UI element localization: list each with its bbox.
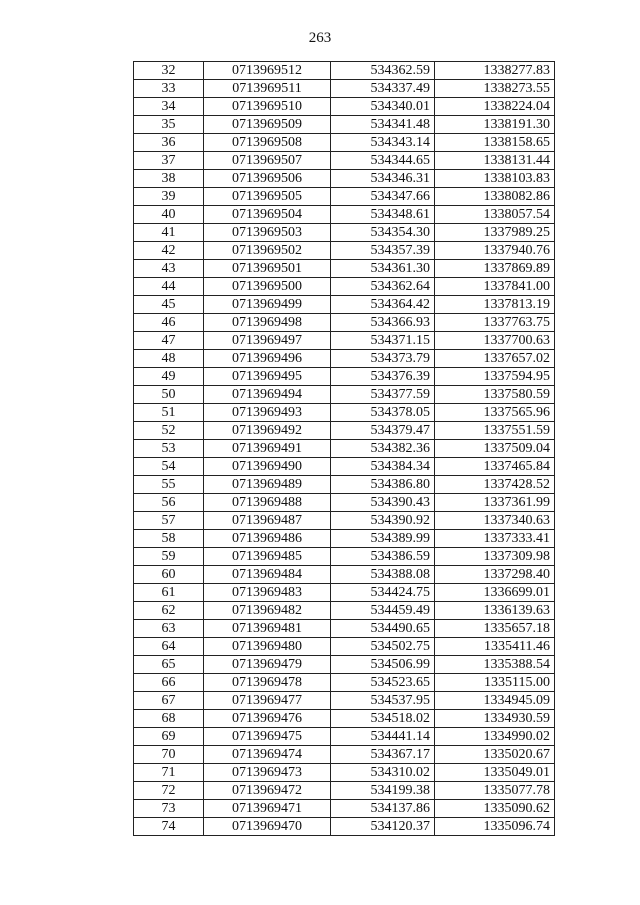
table-row xyxy=(134,350,555,368)
y-coordinate: 1337940.76 xyxy=(435,242,555,260)
x-coordinate: 534340.01 xyxy=(331,98,435,116)
row-number: 60 xyxy=(134,566,204,584)
y-coordinate: 1335090.62 xyxy=(435,800,555,818)
table-row xyxy=(134,296,555,314)
x-coordinate: 534377.59 xyxy=(331,386,435,404)
x-coordinate: 534354.30 xyxy=(331,224,435,242)
row-number: 59 xyxy=(134,548,204,566)
y-coordinate: 1337763.75 xyxy=(435,314,555,332)
table-row xyxy=(134,800,555,818)
point-code: 0713969509 xyxy=(204,116,331,134)
table-row xyxy=(134,368,555,386)
table-row xyxy=(134,134,555,152)
y-coordinate: 1338103.83 xyxy=(435,170,555,188)
x-coordinate: 534344.65 xyxy=(331,152,435,170)
point-code: 0713969493 xyxy=(204,404,331,422)
table-row xyxy=(134,602,555,620)
x-coordinate: 534390.43 xyxy=(331,494,435,512)
table-row xyxy=(134,764,555,782)
y-coordinate: 1337309.98 xyxy=(435,548,555,566)
x-coordinate: 534537.95 xyxy=(331,692,435,710)
x-coordinate: 534346.31 xyxy=(331,170,435,188)
y-coordinate: 1337551.59 xyxy=(435,422,555,440)
point-code: 0713969488 xyxy=(204,494,331,512)
x-coordinate: 534459.49 xyxy=(331,602,435,620)
x-coordinate: 534389.99 xyxy=(331,530,435,548)
row-number: 47 xyxy=(134,332,204,350)
table-row xyxy=(134,584,555,602)
row-number: 73 xyxy=(134,800,204,818)
row-number: 50 xyxy=(134,386,204,404)
x-coordinate: 534362.59 xyxy=(331,62,435,80)
point-code: 0713969489 xyxy=(204,476,331,494)
x-coordinate: 534390.92 xyxy=(331,512,435,530)
table-row xyxy=(134,638,555,656)
y-coordinate: 1335096.74 xyxy=(435,818,555,836)
row-number: 72 xyxy=(134,782,204,800)
table-row xyxy=(134,116,555,134)
y-coordinate: 1337340.63 xyxy=(435,512,555,530)
x-coordinate: 534384.34 xyxy=(331,458,435,476)
y-coordinate: 1338131.44 xyxy=(435,152,555,170)
row-number: 40 xyxy=(134,206,204,224)
point-code: 0713969486 xyxy=(204,530,331,548)
y-coordinate: 1337841.00 xyxy=(435,278,555,296)
x-coordinate: 534137.86 xyxy=(331,800,435,818)
row-number: 58 xyxy=(134,530,204,548)
row-number: 32 xyxy=(134,62,204,80)
y-coordinate: 1337813.19 xyxy=(435,296,555,314)
table-row xyxy=(134,206,555,224)
y-coordinate: 1335049.01 xyxy=(435,764,555,782)
y-coordinate: 1338158.65 xyxy=(435,134,555,152)
page-number: 263 xyxy=(308,30,332,46)
row-number: 46 xyxy=(134,314,204,332)
y-coordinate: 1337298.40 xyxy=(435,566,555,584)
y-coordinate: 1336139.63 xyxy=(435,602,555,620)
table-row xyxy=(134,278,555,296)
x-coordinate: 534378.05 xyxy=(331,404,435,422)
point-code: 0713969481 xyxy=(204,620,331,638)
table-row xyxy=(134,692,555,710)
y-coordinate: 1337989.25 xyxy=(435,224,555,242)
y-coordinate: 1338273.55 xyxy=(435,80,555,98)
row-number: 33 xyxy=(134,80,204,98)
y-coordinate: 1336699.01 xyxy=(435,584,555,602)
point-code: 0713969471 xyxy=(204,800,331,818)
y-coordinate: 1335411.46 xyxy=(435,638,555,656)
x-coordinate: 534424.75 xyxy=(331,584,435,602)
point-code: 0713969475 xyxy=(204,728,331,746)
x-coordinate: 534373.79 xyxy=(331,350,435,368)
point-code: 0713969483 xyxy=(204,584,331,602)
table-row xyxy=(134,224,555,242)
table-row xyxy=(134,476,555,494)
row-number: 57 xyxy=(134,512,204,530)
point-code: 0713969496 xyxy=(204,350,331,368)
y-coordinate: 1338191.30 xyxy=(435,116,555,134)
row-number: 63 xyxy=(134,620,204,638)
table-row xyxy=(134,152,555,170)
y-coordinate: 1335115.00 xyxy=(435,674,555,692)
point-code: 0713969473 xyxy=(204,764,331,782)
x-coordinate: 534120.37 xyxy=(331,818,435,836)
table-row xyxy=(134,728,555,746)
x-coordinate: 534386.80 xyxy=(331,476,435,494)
x-coordinate: 534388.08 xyxy=(331,566,435,584)
x-coordinate: 534371.15 xyxy=(331,332,435,350)
x-coordinate: 534386.59 xyxy=(331,548,435,566)
point-code: 0713969505 xyxy=(204,188,331,206)
x-coordinate: 534490.65 xyxy=(331,620,435,638)
point-code: 0713969484 xyxy=(204,566,331,584)
row-number: 37 xyxy=(134,152,204,170)
table-row xyxy=(134,656,555,674)
row-number: 55 xyxy=(134,476,204,494)
y-coordinate: 1338224.04 xyxy=(435,98,555,116)
row-number: 38 xyxy=(134,170,204,188)
table-row xyxy=(134,458,555,476)
table-row xyxy=(134,62,555,80)
point-code: 0713969472 xyxy=(204,782,331,800)
table-row xyxy=(134,710,555,728)
y-coordinate: 1334990.02 xyxy=(435,728,555,746)
row-number: 53 xyxy=(134,440,204,458)
y-coordinate: 1337509.04 xyxy=(435,440,555,458)
y-coordinate: 1337333.41 xyxy=(435,530,555,548)
row-number: 42 xyxy=(134,242,204,260)
table-row xyxy=(134,620,555,638)
point-code: 0713969477 xyxy=(204,692,331,710)
table-row xyxy=(134,674,555,692)
table-row xyxy=(134,566,555,584)
point-code: 0713969485 xyxy=(204,548,331,566)
table-row xyxy=(134,242,555,260)
x-coordinate: 534518.02 xyxy=(331,710,435,728)
x-coordinate: 534337.49 xyxy=(331,80,435,98)
row-number: 71 xyxy=(134,764,204,782)
point-code: 0713969500 xyxy=(204,278,331,296)
y-coordinate: 1337428.52 xyxy=(435,476,555,494)
point-code: 0713969482 xyxy=(204,602,331,620)
table-row xyxy=(134,746,555,764)
point-code: 0713969498 xyxy=(204,314,331,332)
y-coordinate: 1337594.95 xyxy=(435,368,555,386)
row-number: 49 xyxy=(134,368,204,386)
x-coordinate: 534199.38 xyxy=(331,782,435,800)
y-coordinate: 1338057.54 xyxy=(435,206,555,224)
table-row xyxy=(134,422,555,440)
x-coordinate: 534341.48 xyxy=(331,116,435,134)
point-code: 0713969492 xyxy=(204,422,331,440)
table-row xyxy=(134,440,555,458)
x-coordinate: 534343.14 xyxy=(331,134,435,152)
coordinates-table xyxy=(133,61,555,836)
table-row xyxy=(134,386,555,404)
x-coordinate: 534379.47 xyxy=(331,422,435,440)
row-number: 69 xyxy=(134,728,204,746)
row-number: 45 xyxy=(134,296,204,314)
y-coordinate: 1337580.59 xyxy=(435,386,555,404)
y-coordinate: 1334945.09 xyxy=(435,692,555,710)
table-row xyxy=(134,80,555,98)
point-code: 0713969479 xyxy=(204,656,331,674)
x-coordinate: 534366.93 xyxy=(331,314,435,332)
x-coordinate: 534376.39 xyxy=(331,368,435,386)
table-row xyxy=(134,98,555,116)
point-code: 0713969510 xyxy=(204,98,331,116)
point-code: 0713969507 xyxy=(204,152,331,170)
point-code: 0713969504 xyxy=(204,206,331,224)
row-number: 74 xyxy=(134,818,204,836)
row-number: 35 xyxy=(134,116,204,134)
y-coordinate: 1337361.99 xyxy=(435,494,555,512)
row-number: 62 xyxy=(134,602,204,620)
point-code: 0713969512 xyxy=(204,62,331,80)
x-coordinate: 534367.17 xyxy=(331,746,435,764)
row-number: 34 xyxy=(134,98,204,116)
point-code: 0713969487 xyxy=(204,512,331,530)
y-coordinate: 1337565.96 xyxy=(435,404,555,422)
table-row xyxy=(134,782,555,800)
y-coordinate: 1338082.86 xyxy=(435,188,555,206)
row-number: 68 xyxy=(134,710,204,728)
row-number: 41 xyxy=(134,224,204,242)
x-coordinate: 534502.75 xyxy=(331,638,435,656)
row-number: 54 xyxy=(134,458,204,476)
point-code: 0713969494 xyxy=(204,386,331,404)
point-code: 0713969476 xyxy=(204,710,331,728)
row-number: 52 xyxy=(134,422,204,440)
x-coordinate: 534310.02 xyxy=(331,764,435,782)
point-code: 0713969503 xyxy=(204,224,331,242)
x-coordinate: 534362.64 xyxy=(331,278,435,296)
point-code: 0713969474 xyxy=(204,746,331,764)
x-coordinate: 534382.36 xyxy=(331,440,435,458)
table-row xyxy=(134,404,555,422)
row-number: 70 xyxy=(134,746,204,764)
point-code: 0713969508 xyxy=(204,134,331,152)
y-coordinate: 1335657.18 xyxy=(435,620,555,638)
table-row xyxy=(134,332,555,350)
point-code: 0713969506 xyxy=(204,170,331,188)
row-number: 39 xyxy=(134,188,204,206)
table-row xyxy=(134,188,555,206)
point-code: 0713969478 xyxy=(204,674,331,692)
x-coordinate: 534364.42 xyxy=(331,296,435,314)
table-row xyxy=(134,314,555,332)
point-code: 0713969501 xyxy=(204,260,331,278)
x-coordinate: 534506.99 xyxy=(331,656,435,674)
x-coordinate: 534357.39 xyxy=(331,242,435,260)
row-number: 64 xyxy=(134,638,204,656)
point-code: 0713969470 xyxy=(204,818,331,836)
row-number: 36 xyxy=(134,134,204,152)
row-number: 61 xyxy=(134,584,204,602)
y-coordinate: 1334930.59 xyxy=(435,710,555,728)
row-number: 48 xyxy=(134,350,204,368)
y-coordinate: 1337869.89 xyxy=(435,260,555,278)
y-coordinate: 1338277.83 xyxy=(435,62,555,80)
x-coordinate: 534347.66 xyxy=(331,188,435,206)
x-coordinate: 534361.30 xyxy=(331,260,435,278)
y-coordinate: 1335020.67 xyxy=(435,746,555,764)
point-code: 0713969480 xyxy=(204,638,331,656)
table-row xyxy=(134,512,555,530)
point-code: 0713969497 xyxy=(204,332,331,350)
table-row xyxy=(134,530,555,548)
point-code: 0713969499 xyxy=(204,296,331,314)
y-coordinate: 1337700.63 xyxy=(435,332,555,350)
point-code: 0713969511 xyxy=(204,80,331,98)
row-number: 51 xyxy=(134,404,204,422)
row-number: 67 xyxy=(134,692,204,710)
x-coordinate: 534523.65 xyxy=(331,674,435,692)
point-code: 0713969495 xyxy=(204,368,331,386)
row-number: 43 xyxy=(134,260,204,278)
table-row xyxy=(134,818,555,836)
table-row xyxy=(134,548,555,566)
row-number: 66 xyxy=(134,674,204,692)
table-row xyxy=(134,260,555,278)
x-coordinate: 534348.61 xyxy=(331,206,435,224)
point-code: 0713969491 xyxy=(204,440,331,458)
table-body xyxy=(134,62,555,836)
row-number: 56 xyxy=(134,494,204,512)
table-row xyxy=(134,170,555,188)
x-coordinate: 534441.14 xyxy=(331,728,435,746)
point-code: 0713969502 xyxy=(204,242,331,260)
point-code: 0713969490 xyxy=(204,458,331,476)
row-number: 44 xyxy=(134,278,204,296)
row-number: 65 xyxy=(134,656,204,674)
y-coordinate: 1335077.78 xyxy=(435,782,555,800)
y-coordinate: 1337657.02 xyxy=(435,350,555,368)
table-row xyxy=(134,494,555,512)
y-coordinate: 1335388.54 xyxy=(435,656,555,674)
y-coordinate: 1337465.84 xyxy=(435,458,555,476)
